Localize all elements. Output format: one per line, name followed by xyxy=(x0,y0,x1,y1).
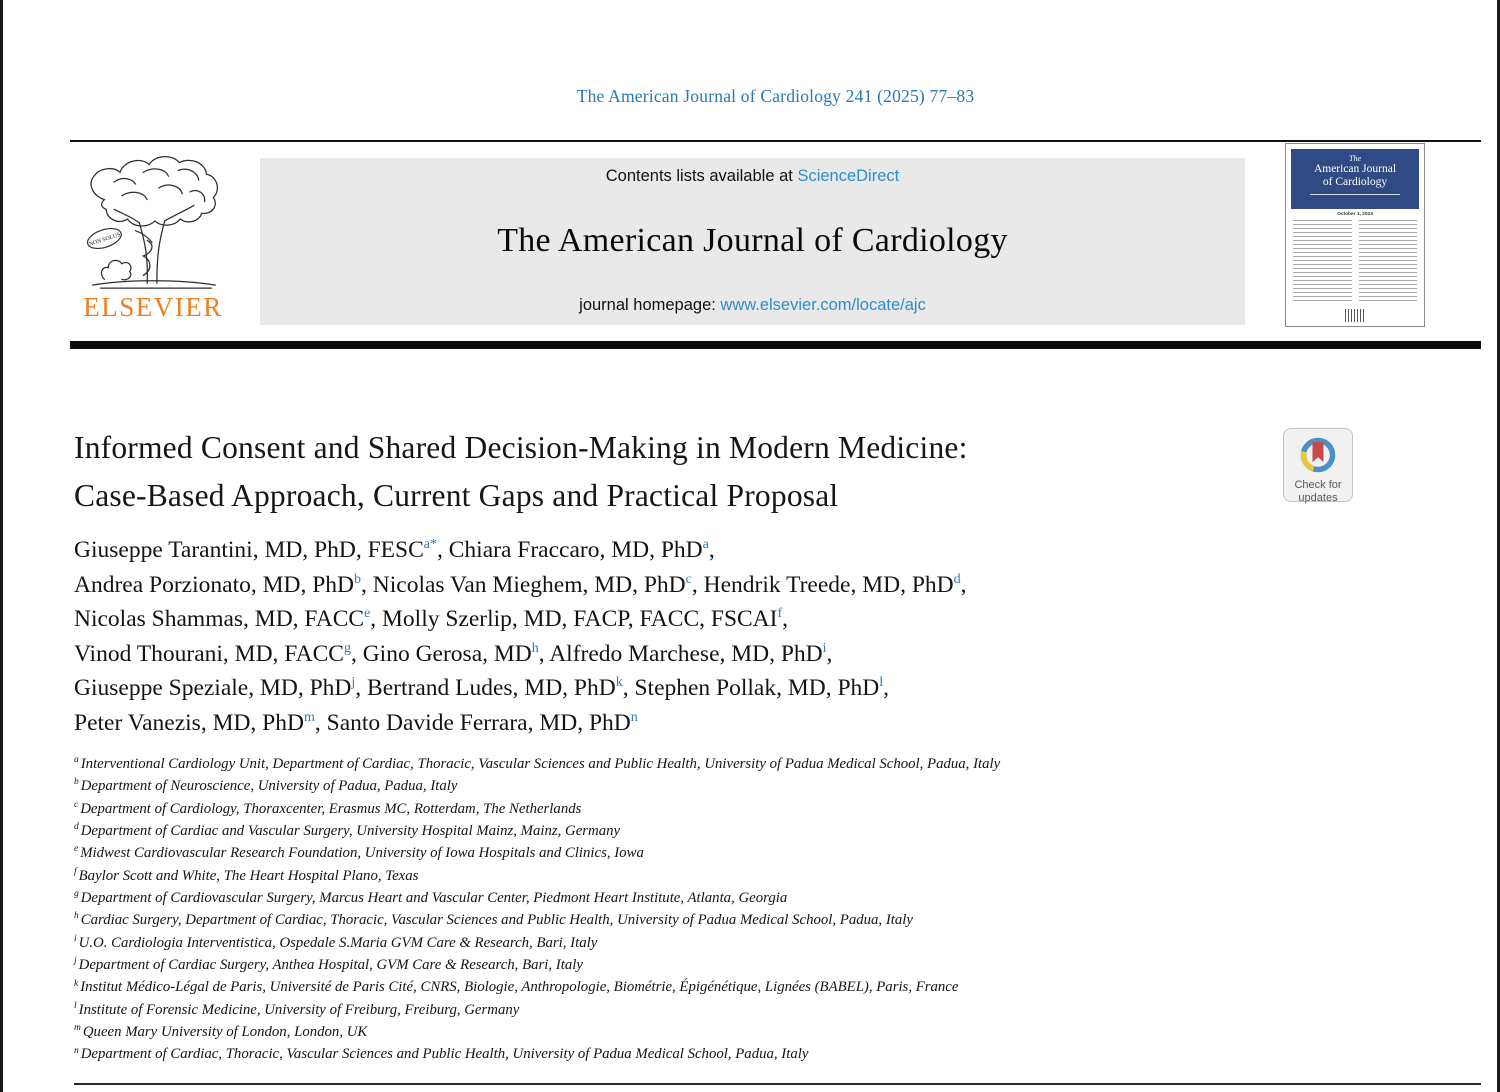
affiliation-item xyxy=(74,798,1464,820)
cover-toc-column xyxy=(1293,220,1352,304)
header-bottom-rule xyxy=(70,341,1481,349)
affiliation-item xyxy=(74,909,1464,931)
contents-lists-line xyxy=(260,167,1245,186)
cover-title-line: American Journal xyxy=(1313,163,1397,176)
cover-title-line: of Cardiology xyxy=(1322,176,1388,189)
author-name: , Bertrand Ludes, MD, PhD xyxy=(355,675,616,702)
affiliation-superscript: j xyxy=(74,956,77,967)
article-title-line-2: Case-Based Approach, Current Gaps and Practical Proposal xyxy=(74,478,839,513)
journal-homepage-line xyxy=(260,296,1245,315)
affiliation-text: Institut Médico-Légal de Paris, Université de Paris Cité, CNRS, Biologie, Anthropologie, Biométrie, Épigénétique, Lignées (BABEL), Paris, France xyxy=(80,979,959,996)
affiliation-text: Department of Cardiovascular Surgery, Marcus Heart and Vascular Center, Piedmont Heart Institute, Atlanta, Georgia xyxy=(80,890,788,907)
cover-masthead xyxy=(1291,149,1419,209)
homepage-label: journal homepage: xyxy=(579,296,721,314)
author-affiliation-superscript: b xyxy=(354,571,362,587)
affiliation-list xyxy=(74,753,1464,1066)
crossmark-icon xyxy=(1290,431,1346,477)
cover-toc-columns xyxy=(1291,220,1419,304)
affiliation-item xyxy=(74,1021,1464,1043)
journal-cover-thumbnail xyxy=(1285,143,1425,327)
affiliation-item xyxy=(74,865,1464,887)
check-updates-label-line2: updates xyxy=(1298,491,1338,504)
affiliation-item xyxy=(74,842,1464,864)
author-line xyxy=(74,568,1274,603)
author-affiliation-superscript: n xyxy=(630,710,638,726)
author-lines xyxy=(74,533,1274,741)
affiliation-item xyxy=(74,775,1464,797)
author-name: , xyxy=(883,675,890,702)
cover-rule xyxy=(1310,194,1400,195)
author-name: , Chiara Fraccaro, MD, PhD xyxy=(437,537,703,563)
cover-barcode xyxy=(1345,309,1365,322)
author-line xyxy=(74,671,1274,706)
author-affiliation-superscript: a* xyxy=(423,537,437,553)
page-left-edge xyxy=(0,0,3,1092)
affiliation-superscript: b xyxy=(74,777,79,788)
author-name: Giuseppe Speziale, MD, PhD xyxy=(74,675,352,702)
affiliation-text: Midwest Cardiovascular Research Foundation, University of Iowa Hospitals and Clinics, Iowa xyxy=(80,845,644,862)
running-head-citation: The American Journal of Cardiology 241 (2025) 77–83 xyxy=(576,86,975,106)
author-affiliation-superscript: d xyxy=(953,571,961,587)
affiliation-text: Queen Mary University of London, London, UK xyxy=(82,1024,368,1041)
journal-homepage-link[interactable]: www.elsevier.com/locate/ajc xyxy=(720,296,926,314)
journal-header-banner xyxy=(260,158,1245,325)
elsevier-wordmark: ELSEVIER xyxy=(83,292,223,322)
check-for-updates-badge[interactable] xyxy=(1283,428,1353,502)
elsevier-tree-icon xyxy=(75,149,231,291)
affiliation-text: Interventional Cardiology Unit, Department of Cardiac, Thoracic, Vascular Sciences and Public Health, University of Padua Medical School, Padua, Italy xyxy=(80,756,1001,772)
affiliation-text: Baylor Scott and White, The Heart Hospital Plano, Texas xyxy=(78,867,419,884)
affiliation-superscript: d xyxy=(74,822,79,833)
author-affiliation-superscript: h xyxy=(531,640,539,656)
affiliation-superscript: l xyxy=(74,1000,77,1011)
affiliation-superscript: k xyxy=(74,978,79,989)
author-affiliation-superscript: g xyxy=(343,640,351,656)
affiliation-item xyxy=(74,887,1464,909)
affiliation-superscript: f xyxy=(74,866,77,877)
author-affiliation-superscript: l xyxy=(879,675,884,691)
author-line xyxy=(74,637,1274,672)
author-name: , xyxy=(782,606,789,633)
cover-toc-column xyxy=(1359,220,1418,304)
author-line xyxy=(74,706,1274,741)
affiliation-text: Department of Cardiac, Thoracic, Vascular Sciences and Public Health, University of Padua Medical School, Padua, Italy xyxy=(80,1046,809,1063)
check-updates-label-line1: Check for xyxy=(1294,479,1342,491)
article-title-line-1: Informed Consent and Shared Decision-Making in Modern Medicine: xyxy=(74,430,968,465)
article-title xyxy=(74,424,1224,520)
author-name: Nicolas Shammas, MD, FACC xyxy=(74,606,365,633)
cover-title-the: The xyxy=(1349,154,1361,163)
author-line xyxy=(74,602,1274,637)
affiliation-text: Department of Neuroscience, University of Padua, Padua, Italy xyxy=(80,778,458,795)
elsevier-logo xyxy=(72,149,234,323)
svg-text:NON SOLUS: NON SOLUS xyxy=(88,231,122,248)
affiliation-text: Department of Cardiac Surgery, Anthea Hospital, GVM Care & Research, Bari, Italy xyxy=(78,957,583,974)
author-line xyxy=(74,533,1274,568)
author-name: , Hendrik Treede, MD, PhD xyxy=(691,571,954,598)
header-top-rule xyxy=(70,140,1481,142)
affiliation-superscript: a xyxy=(74,755,79,766)
affiliation-item xyxy=(74,954,1464,976)
affiliation-item xyxy=(74,976,1464,998)
author-affiliation-superscript: i xyxy=(822,640,827,656)
author-name: , Santo Davide Ferrara, MD, PhD xyxy=(314,709,631,736)
affiliation-superscript: h xyxy=(74,911,79,922)
affiliation-item xyxy=(74,1043,1464,1065)
author-affiliation-superscript: e xyxy=(364,606,371,622)
affiliation-superscript: e xyxy=(74,844,79,855)
journal-title: The American Journal of Cardiology xyxy=(497,222,1008,259)
author-affiliation-superscript: a xyxy=(702,537,709,553)
affiliation-item xyxy=(74,753,1464,775)
affiliation-text: Cardiac Surgery, Department of Cardiac, Thoracic, Vascular Sciences and Public Health, University of Padua Medical School, Padua, Italy xyxy=(80,912,913,929)
cover-issue-date: October 1, 2024 xyxy=(1337,211,1373,217)
author-name: Peter Vanezis, MD, PhD xyxy=(74,709,304,736)
affiliation-item xyxy=(74,932,1464,954)
author-affiliation-superscript: c xyxy=(685,571,692,587)
author-name: , Stephen Pollak, MD, PhD xyxy=(622,675,880,702)
affiliation-superscript: i xyxy=(74,933,77,944)
author-name: Giuseppe Tarantini, MD, PhD, FESC xyxy=(74,537,424,563)
author-affiliation-superscript: j xyxy=(351,675,356,691)
author-name: , xyxy=(708,537,715,563)
abstract-top-rule xyxy=(74,1083,1481,1085)
non-solus-banner xyxy=(85,225,124,252)
affiliation-item xyxy=(74,820,1464,842)
affiliation-text: Department of Cardiac and Vascular Surgery, University Hospital Mainz, Mainz, Germany xyxy=(80,823,621,840)
affiliation-superscript: g xyxy=(74,889,79,900)
affiliation-text: Institute of Forensic Medicine, University of Freiburg, Freiburg, Germany xyxy=(78,1001,520,1018)
author-name: , xyxy=(960,571,967,598)
author-name: Vinod Thourani, MD, FACC xyxy=(74,640,344,667)
author-affiliation-superscript: f xyxy=(777,606,783,622)
affiliation-superscript: c xyxy=(74,799,79,810)
author-affiliation-superscript: m xyxy=(303,710,315,726)
author-affiliation-superscript: k xyxy=(615,675,623,691)
affiliation-item xyxy=(74,999,1464,1021)
author-name: , xyxy=(826,640,833,667)
affiliation-text: U.O. Cardiologia Interventistica, Ospedale S.Maria GVM Care & Research, Bari, Italy xyxy=(78,934,598,951)
author-name: Andrea Porzionato, MD, PhD xyxy=(74,571,355,598)
author-name: , Alfredo Marchese, MD, PhD xyxy=(538,640,823,667)
contents-lists-text: Contents lists available at xyxy=(605,167,798,185)
affiliation-superscript: n xyxy=(74,1045,79,1056)
author-name: , Nicolas Van Mieghem, MD, PhD xyxy=(361,571,686,598)
affiliation-text: Department of Cardiology, Thoraxcenter, Erasmus MC, Rotterdam, The Netherlands xyxy=(80,800,582,817)
bookmark-icon xyxy=(1313,442,1324,462)
author-name: , Gino Gerosa, MD xyxy=(350,640,532,667)
author-name: , Molly Szerlip, MD, FACP, FACC, FSCAI xyxy=(370,606,778,633)
check-updates-label xyxy=(1284,479,1352,504)
affiliation-superscript: m xyxy=(74,1023,81,1034)
sciencedirect-link[interactable]: ScienceDirect xyxy=(797,167,900,185)
